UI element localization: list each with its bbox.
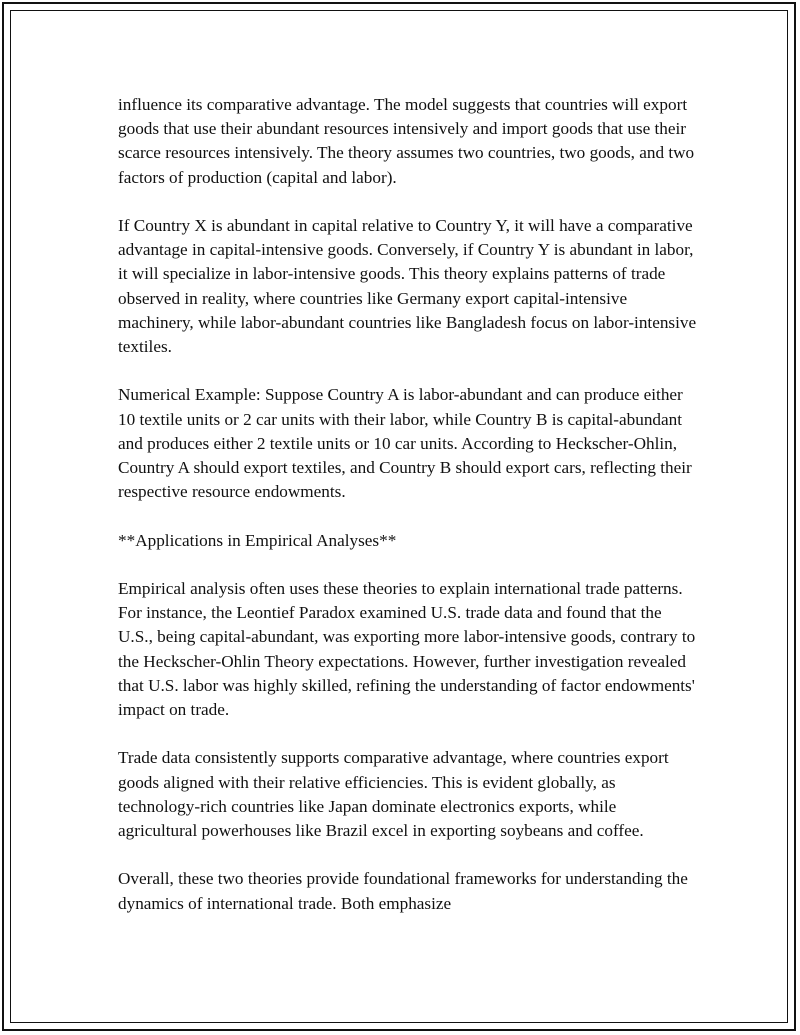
paragraph-hecksher-ohlin-intro: influence its comparative advantage. The model suggests that countries will export goods that use their abundant resources intensively and import goods that use their scarce resources intensively. The theory assumes two countries, two goods, and two factors of production (capital and labor). (118, 95, 695, 187)
paragraph-trade-data: Trade data consistently supports comparative advantage, where countries export goods aligned with their relative efficiencies. This is evident globally, as technology-rich countries like Japan dominate electronics exports, while agricultural powerhouses like Brazil excel in exporting soybeans and coffee. (118, 748, 669, 841)
paragraph-country-x-y: If Country X is abundant in capital relative to Country Y, it will have a comparative advantage in capital-intensive goods. Conversely, if Country Y is abundant in labor, it will specialize in labor-intensive goods. This theory explains patterns of trade observed in reality, where countries like Germany export capital-intensive machinery, while labor-abundant countries like Bangladesh focus on labor-intensive textiles. (118, 216, 697, 357)
paragraph-overall: Overall, these two theories provide foundational frameworks for understanding the dynamics of international trade. Both emphasize (118, 869, 688, 913)
section-heading-empirical-analyses: **Applications in Empirical Analyses** (118, 530, 397, 550)
paragraph-numerical-example: Numerical Example: Suppose Country A is labor-abundant and can produce either 10 textile units or 2 car units with their labor, while Country B is capital-abundant and produces either 2 textile units or 10 car units. According to Heckscher-Ohlin, Country A should export textiles, and Country B should export cars, reflecting their respective resource endowments. (118, 385, 692, 502)
paragraph-leontief-paradox: Empirical analysis often uses these theories to explain international trade patterns. For instance, the Leontief Paradox examined U.S. trade data and found that the U.S., being capital-abundant, was exporting more labor-intensive goods, contrary to the Heckscher-Ohlin Theory expectations. However, further investigation revealed that U.S. labor was highly skilled, refining the understanding of factor endowments' impact on trade. (118, 579, 696, 720)
document-body (118, 93, 698, 916)
